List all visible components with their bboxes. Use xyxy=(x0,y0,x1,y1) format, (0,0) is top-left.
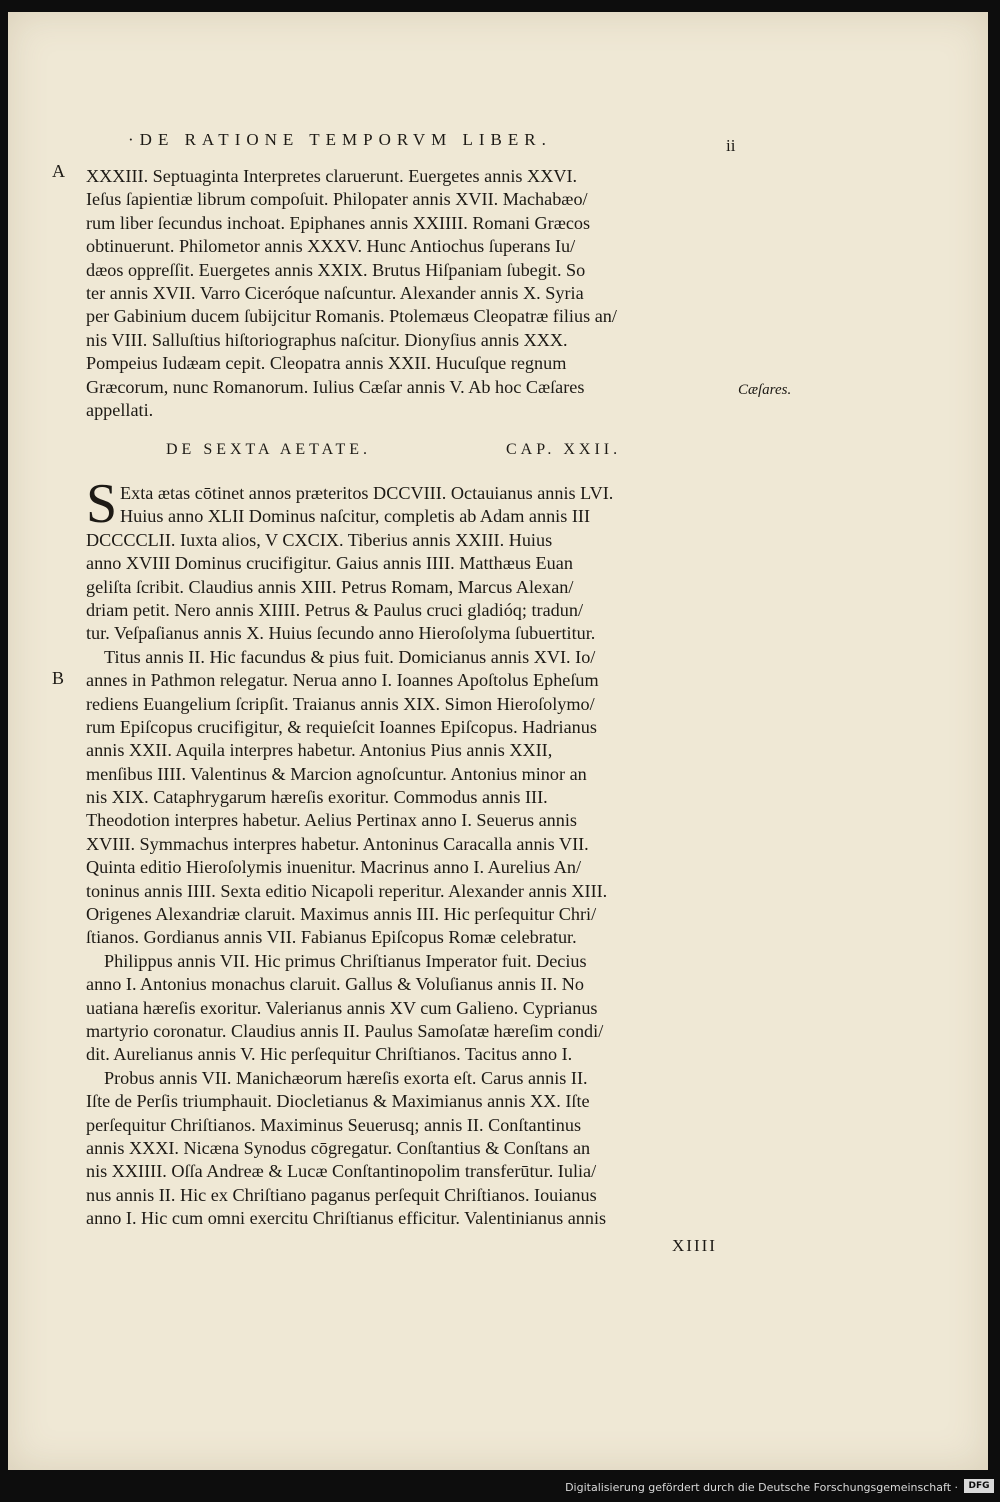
text-line: Ieſus ſapientiæ librum compoſuit. Philopater annis XVII. Machabæo/ xyxy=(86,189,588,210)
text-line: perſequitur Chriſtianos. Maximinus Seuerusq; annis II. Conſtantinus xyxy=(86,1114,582,1135)
text-line: per Gabinium ducem ſubijcitur Romanis. Ptolemæus Cleopatræ filius an/ xyxy=(86,306,617,327)
text-line: Quinta editio Hieroſolymis inuenitur. Macrinus anno I. Aurelius An/ xyxy=(86,857,582,878)
chapter-number: CAP. XXII. xyxy=(506,441,622,458)
text-line: Probus annis VII. Manichæorum hæreſis exorta eſt. Carus annis II. xyxy=(104,1067,588,1088)
text-line: dit. Aurelianus annis V. Hic perſequitur Chriſtianos. Tacitus anno I. xyxy=(86,1044,573,1065)
text-line: DCCCCLII. Iuxta alios, V CXCIX. Tiberius annis XXIII. Huius xyxy=(86,529,553,550)
catchword: XIIII xyxy=(672,1236,717,1255)
text-line: annis XXXI. Nicæna Synodus cōgregatur. Conſtantius & Conſtans an xyxy=(86,1137,591,1158)
text-line: Iſte de Perſis triumphauit. Diocletianus & Maximianus annis XX. Iſte xyxy=(86,1091,590,1112)
text-line: annis XXII. Aquila interpres habetur. Antonius Pius annis XXII, xyxy=(86,740,553,761)
folio-number: ii xyxy=(726,136,736,155)
text-line: nis VIII. Salluſtius hiſtoriographus naſcitur. Dionyſius annis XXX. xyxy=(86,329,568,350)
text-line: nus annis II. Hic ex Chriſtiano paganus perſequit Chriſtianos. Iouianus xyxy=(86,1184,597,1205)
chapter-heading xyxy=(166,441,666,459)
running-title: ·DE RATIONE TEMPORVM LIBER. xyxy=(128,130,552,149)
chapter-title: DE SEXTA AETATE. xyxy=(166,441,371,458)
text-line: toninus annis IIII. Sexta editio Nicapoli reperitur. Alexander annis XIII. xyxy=(86,880,608,901)
text-line: geliſta ſcribit. Claudius annis XIII. Petrus Romam, Marcus Alexan/ xyxy=(86,576,574,597)
text-line: tur. Veſpaſianus annis X. Huius ſecundo anno Hieroſolyma ſubuertitur. xyxy=(86,623,596,644)
text-line: Philippus annis VII. Hic primus Chriſtianus Imperator fuit. Decius xyxy=(104,950,587,971)
text-line: Exta ætas cōtinet annos præteritos DCCVIII. Octauianus annis LVI. xyxy=(120,483,614,503)
text-line: Pompeius Iudæam cepit. Cleopatra annis XXII. Hucuſque regnum xyxy=(86,353,567,374)
text-line: driam petit. Nero annis XIIII. Petrus & Paulus cruci gladióq; tradun/ xyxy=(86,599,584,620)
text-line: XVIII. Symmachus interpres habetur. Antoninus Caracalla annis VII. xyxy=(86,833,589,854)
text-line: Theodotion interpres habetur. Aelius Pertinax anno I. Seuerus annis xyxy=(86,810,577,831)
text-line: ter annis XVII. Varro Ciceróque naſcuntur. Alexander annis X. Syria xyxy=(86,282,584,303)
text-block-2 xyxy=(86,482,732,1231)
margin-note-caesares: Cæſares. xyxy=(738,382,792,398)
text-line: anno XVIII Dominus crucifigitur. Gaius annis IIII. Matthæus Euan xyxy=(86,553,573,574)
text-line: annes in Pathmon relegatur. Nerua anno I. Ioannes Apoſtolus Epheſum xyxy=(86,670,599,691)
text-line: anno I. Antonius monachus claruit. Gallus & Voluſianus annis II. No xyxy=(86,974,584,995)
text-line: rum Epiſcopus crucifigitur, & requieſcit Ioannes Epiſcopus. Hadrianus xyxy=(86,716,597,737)
text-line: Huius anno XLII Dominus naſcitur, completis ab Adam annis III xyxy=(120,506,591,527)
text-line: Titus annis II. Hic facundus & pius fuit. Domicianus annis XVI. Io/ xyxy=(104,646,596,667)
text-line: nis XIX. Cataphrygarum hæreſis exoritur. Commodus annis III. xyxy=(86,787,548,808)
text-line: appellati. xyxy=(86,399,154,420)
text-line: anno I. Hic cum omni exercitu Chriſtianus efficitur. Valentinianus annis xyxy=(86,1208,607,1229)
text-block-1 xyxy=(86,165,732,422)
text-line: dæos oppreſſit. Euergetes annis XXIX. Brutus Hiſpaniam ſubegit. So xyxy=(86,259,586,280)
funding-credit: Digitalisierung gefördert durch die Deutsche Forschungsgemeinschaft · xyxy=(565,1481,958,1494)
text-line: obtinuerunt. Philometor annis XXXV. Hunc Antiochus ſuperans Iu/ xyxy=(86,236,576,257)
dfg-logo-icon: DFG xyxy=(964,1479,994,1493)
footer-bar xyxy=(0,1470,1000,1502)
text-line: XXXIII. Septuaginta Interpretes claruerunt. Euergetes annis XXVI. xyxy=(86,166,578,186)
text-line: martyrio coronatur. Claudius annis II. Paulus Samoſatæ hæreſim condi/ xyxy=(86,1020,604,1041)
margin-letter-a: A xyxy=(52,161,65,181)
text-line: Origenes Alexandriæ claruit. Maximus annis III. Hic perſequitur Chri/ xyxy=(86,904,597,925)
text-line: menſibus IIII. Valentinus & Marcion agnoſcuntur. Antonius minor an xyxy=(86,763,587,784)
text-line: Græcorum, nunc Romanorum. Iulius Cæſar annis V. Ab hoc Cæſares xyxy=(86,376,585,397)
text-line: nis XXIIII. Oſſa Andreæ & Lucæ Conſtantinopolim transferūtur. Iulia/ xyxy=(86,1161,597,1182)
text-line: rediens Euangelium ſcripſit. Traianus annis XIX. Simon Hieroſolymo/ xyxy=(86,693,595,714)
drop-capital: S xyxy=(86,473,118,535)
text-line: uatiana hæreſis exoritur. Valerianus annis XV cum Galieno. Cyprianus xyxy=(86,997,598,1018)
text-line: rum liber ſecundus inchoat. Epiphanes annis XXIIII. Romani Græcos xyxy=(86,212,591,233)
margin-letter-b: B xyxy=(52,668,65,688)
text-line: ſtianos. Gordianus annis VII. Fabianus Epiſcopus Romæ celebratur. xyxy=(86,927,577,948)
